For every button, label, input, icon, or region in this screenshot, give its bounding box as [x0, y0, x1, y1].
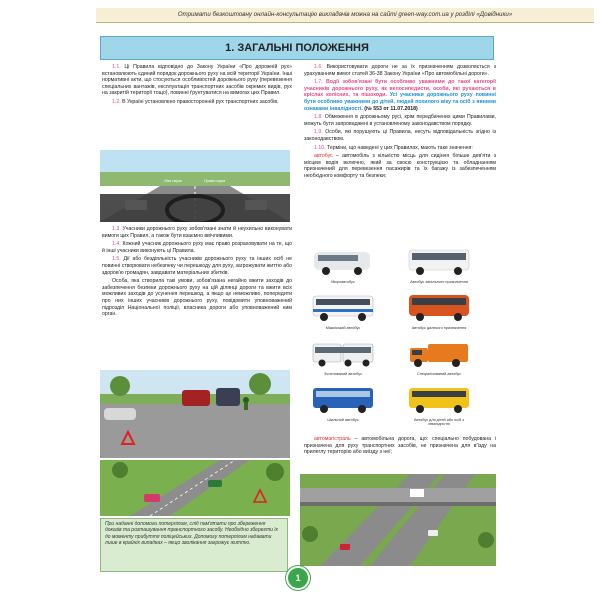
paragraph-1-2: 1.2. В Україні установлено правосторонній рух транспортних засобів. [112, 98, 279, 105]
paragraph-1-8: 1.8. Обмеження в дорожньому русі, крім передбачених цими Правилами, можуть бути запроваджені в установленому законодавством порядку. [304, 114, 496, 127]
paragraph-1-4: 1.4. Кожний учасник дорожнього руху має право розраховувати на те, що й інші учасники виконують ці Правила. [102, 241, 292, 254]
caption-general-bus: Автобус загального призначення [410, 280, 468, 284]
paragraph-1-3: 1.3. Учасники дорожнього руху зобов'язані знати й неухильно виконувати вимоги цих Правил, а також бути взаємно ввічливими. [102, 226, 292, 239]
right-lane-label: Права смуга [204, 179, 226, 183]
note-box: При наданні допомоги потерпілим, слід пам'ятати про збереження доказів та розташування транспортного засобу. Необхідно зберегти їх до моменту прибуття поліцейських. Допомогу потерпілим надавати лише в крайніх випадках – якщо зволікання загрожує життю. [100, 518, 288, 572]
caption-school-bus: Шкільний автобус [327, 418, 359, 422]
paragraph-1-1: 1.1. Ці Правила відповідно до Закону України «Про дорожній рух» встановлюють єдиний порядок дорожнього руху на всій території України. Інші нормативні акти, що стосуються особливостей дорожнього руху (перевезення спеціальних вантажів, експлуатація транспортних засобів окремих видів, рух на закритій території тощо), повинні ґрунтуватися на вимогах цих Правил. [102, 64, 292, 97]
caption-minibus: Мікроавтобус [331, 280, 355, 284]
left-lane-label: Ліва смуга [164, 179, 182, 183]
bus-grid [308, 246, 494, 426]
paragraph-1-5-continued: Особа, яка створила такі умови, зобов'язана негайно вжити заходів до забезпечення безпеки дорожнього руху на цій ділянці дороги та вжити всіх можливих заходів до усунення перешкод, а якщо це неможливо, попередити про них інших учасників дорожнього руху, повідомити уповноважений підрозділ Національної поліції, власника дороги або уповноважений ним орган. [102, 278, 292, 318]
city-bus-image [408, 246, 470, 278]
paragraph-1-7: 1.7. Водії зобов'язані бути особливо уважними до такої категорії учасників дорожнього руху, як велосипедисти, особи, які рухаються в кріслах колісних, та пішоходи. Усі учасники дорожнього руху повинні бути особливо уважними до дітей, людей похилого віку та осіб з явними ознаками інвалідності. (№ 553 от 11.07.2018) [304, 79, 496, 112]
children-bus-image [408, 384, 470, 416]
top-banner: Отримати безкоштовну онлайн-консультацію викладачів можна на сайті green-way.com.ua у розділі «Довідники» [96, 8, 594, 23]
right-column-top [304, 64, 496, 182]
intercity-bus-image [312, 292, 374, 324]
left-column-middle [102, 226, 292, 320]
special-bus-image [408, 338, 470, 370]
accident-scene-illustration [100, 370, 290, 458]
page-number: 1 [286, 566, 310, 590]
highway-illustration [300, 474, 496, 566]
definition-highway: автомагістраль – автомобільна дорога, що: спеціально побудована і призначена для руху транспортних засобів, не призначена для в'їзду на прилеглу територію або виїзду з неї; [304, 436, 496, 456]
left-column-top [102, 64, 292, 108]
long-distance-bus-image [408, 292, 470, 324]
caption-articulated-bus: Зчленований автобус [324, 372, 362, 376]
paragraph-1-6: 1.6. Використовувати дороги не за їх призначенням дозволяється з урахуванням вимог статей 36-38 Закону України «Про автомобільні дороги». [304, 64, 496, 77]
minibus-image [312, 246, 374, 278]
caption-long-distance-bus: Автобус далекого призначення [411, 326, 467, 330]
paragraph-1-9: 1.9. Особи, які порушують ці Правила, несуть відповідальність згідно із законодавством. [304, 129, 496, 142]
school-bus-image [312, 384, 374, 416]
paragraph-1-5: 1.5. Дії або бездіяльність учасників дорожнього руху та інших осіб не повинні створювати небезпеку чи перешкоду для руху, загрожувати життю або здоров'ю громадян, завдавати матеріальних збитків. [102, 256, 292, 276]
caption-intercity-bus: Міжміський автобус [325, 326, 361, 330]
car-interior-illustration [100, 150, 290, 222]
caption-children-bus: Автобус для дітей або осіб з інвалідністю [413, 418, 465, 426]
right-column-bottom [304, 436, 496, 458]
definition-bus: автобус – автомобіль з кількістю місць для сидіння більше дев'яти з місцем водія включно, який за своєю конструкцією та обладнанням призначений для перевезення пасажирів та їх багажу із забезпеченням необхідного комфорту та безпеки; [304, 153, 496, 179]
section-title: 1. ЗАГАЛЬНІ ПОЛОЖЕННЯ [100, 36, 494, 60]
paragraph-1-10: 1.10. Терміни, що наведені у цих Правилах, мають таке значення: [314, 144, 473, 151]
articulated-bus-image [312, 338, 374, 370]
road-warning-illustration [100, 460, 290, 516]
caption-special-bus: Спеціалізований автобус [416, 372, 462, 376]
